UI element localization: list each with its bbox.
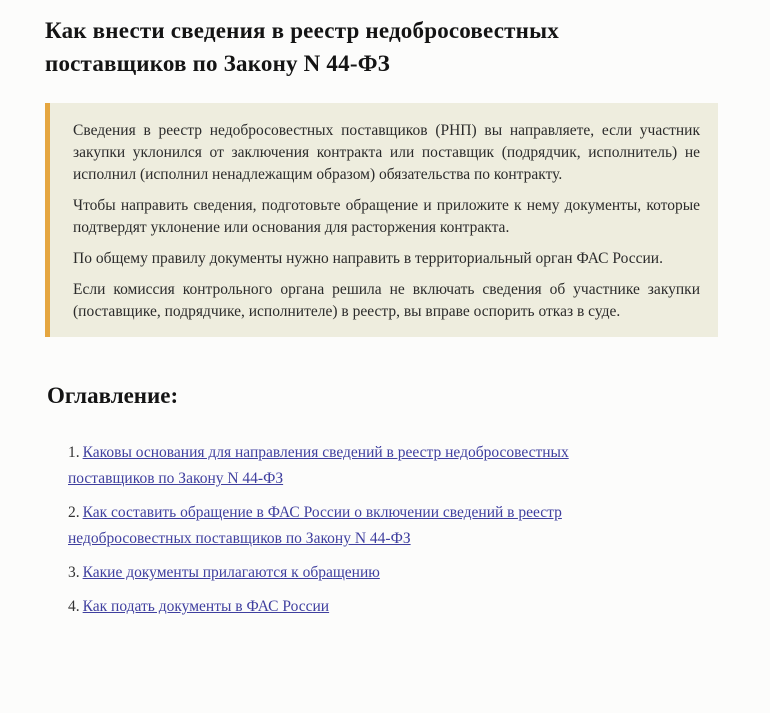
toc-link-4[interactable]: Как подать документы в ФАС России: [82, 598, 330, 615]
toc-link-1[interactable]: Каковы основания для направления сведений в реестр недобросовестных поставщиков по Закону N 44-ФЗ: [68, 444, 569, 487]
toc-heading: Оглавление:: [47, 383, 179, 408]
toc-list: [68, 440, 770, 620]
page-title: Как внести сведения в реестр недобросовестных поставщиков по Закону N 44-ФЗ: [45, 18, 559, 76]
toc-item-3: [68, 560, 656, 586]
toc-item-3-number: 3.: [68, 564, 80, 581]
article-page: [0, 14, 770, 713]
info-paragraph-4: Если комиссия контрольного органа решила не включать сведения об участнике закупки (поставщике, подрядчике, исполнителе) в реестр, вы вправе оспорить отказ в суде.: [73, 281, 700, 320]
toc-link-3[interactable]: Какие документы прилагаются к обращению: [82, 564, 380, 581]
toc-item-1: [68, 440, 656, 492]
toc-item-1-number: 1.: [68, 444, 80, 461]
info-paragraph-2: Чтобы направить сведения, подготовьте обращение и приложите к нему документы, которые подтвердят уклонение или основания для расторжения контракта.: [73, 197, 700, 236]
info-box: [45, 103, 718, 337]
info-paragraph-1: Сведения в реестр недобросовестных поставщиков (РНП) вы направляете, если участник закупки уклонился от заключения контракта или поставщик (подрядчик, исполнитель) не исполнил (исполнил ненадлежащим образом) обязательства по контракту.: [73, 122, 700, 183]
toc-item-2: [68, 500, 656, 552]
toc-item-4-number: 4.: [68, 598, 80, 615]
toc-item-4: [68, 594, 656, 620]
info-paragraph-3: По общему правилу документы нужно направить в территориальный орган ФАС России.: [73, 250, 663, 267]
toc-item-2-number: 2.: [68, 504, 80, 521]
toc-link-2[interactable]: Как составить обращение в ФАС России о включении сведений в реестр недобросовестных поставщиков по Закону N 44-ФЗ: [68, 504, 562, 547]
